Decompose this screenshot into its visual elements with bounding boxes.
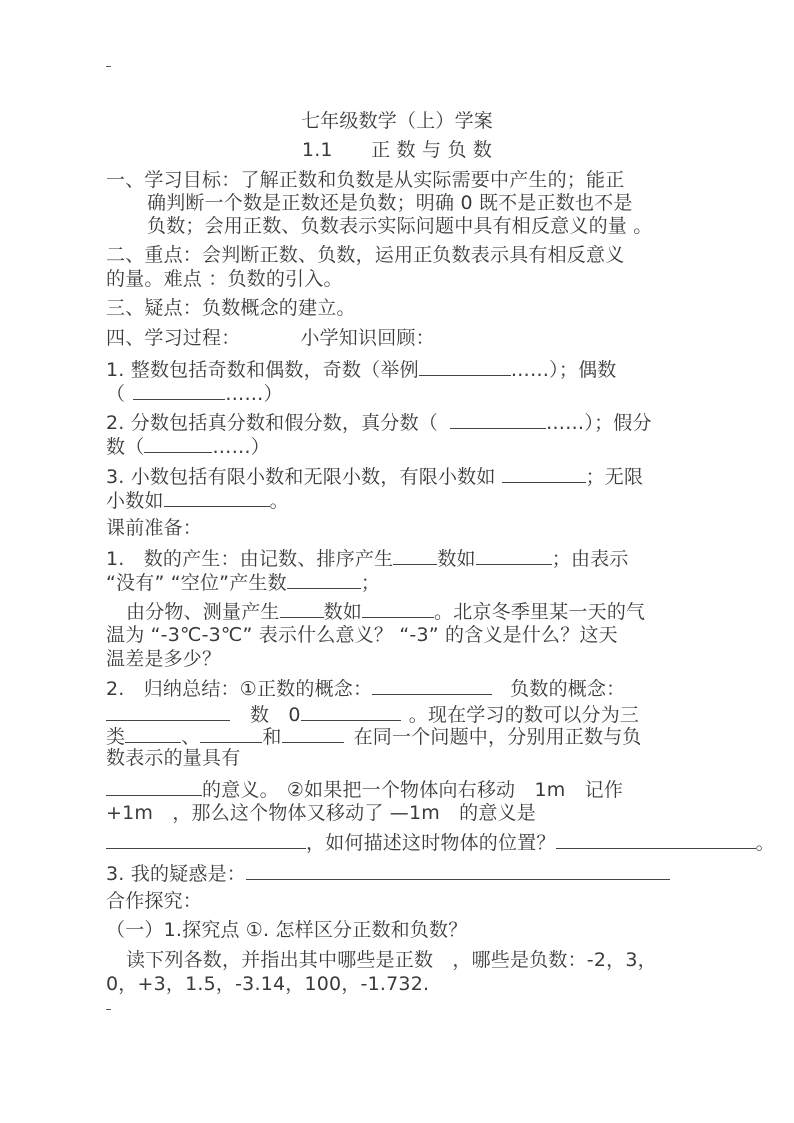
blank-field[interactable] — [287, 570, 361, 589]
blank-field[interactable] — [419, 357, 511, 376]
prep-1-line-2: “没有” “空位”产生数 ； — [106, 572, 381, 594]
key-line-1: 二、重点：会判断正数、负数，运用正负数表示具有相反意义 — [106, 244, 625, 266]
prep-2-line-6: +1m ，那么这个物体又移动了 —1m 的意义是 — [106, 802, 536, 824]
blank-field[interactable] — [144, 434, 212, 453]
blank-field[interactable] — [282, 724, 344, 743]
blank-field[interactable] — [106, 702, 230, 721]
read-line-2: 0，+3，1.5，-3.14，100，-1.732. — [106, 973, 430, 995]
blank-field[interactable] — [476, 546, 552, 565]
prep-2-line-5: 的意义。 ②如果把一个物体向右移动 1m 记作 — [106, 777, 623, 802]
prep-2-line-1: 2. 归纳总结：①正数的概念： 负数的概念： — [106, 678, 626, 700]
blank-field[interactable] — [301, 702, 401, 721]
question-3-line-2: 小数如 。 — [106, 490, 289, 512]
prep-1-line-1: 1. 数的产生：由记数、排序产生 数如 ；由表示 — [106, 548, 629, 570]
read-line-1: 读下列各数，并指出其中哪些是正数 ，哪些是负数：-2，3， — [126, 949, 657, 971]
prep-1-line-5: 温差是多少？ — [106, 648, 222, 670]
blank-field[interactable] — [502, 464, 586, 483]
circled-number-1: ① — [239, 678, 257, 700]
blank-field[interactable] — [200, 724, 262, 743]
lesson-subtitle: 1.1 正 数 与 负 数 — [301, 139, 493, 161]
blank-field[interactable] — [556, 830, 756, 849]
prep-1-line-4: 温为 “-3℃-3℃” 表示什么意义？ “-3” 的含义是什么？这天 — [106, 624, 618, 646]
process-line — [106, 326, 435, 350]
question-2-line-1: 2. 分数包括真分数和假分数，真分数（ ……）；假分 — [106, 412, 652, 434]
page-corner-mark-bottom — [106, 1009, 111, 1010]
goal-line-2: 确判断一个数是正数还是负数；明确 0 既不是正数也不是 — [147, 192, 633, 214]
goal-line-3: 负数；会用正数、负数表示实际问题中具有相反意义的量 。 — [147, 215, 653, 237]
question-1-line-1: 1. 整数包括奇数和偶数，奇数（举例 ……）；偶数 — [106, 359, 617, 381]
blank-field[interactable] — [106, 777, 202, 796]
blank-field[interactable] — [393, 546, 437, 565]
prep-3-line: 3. 我的疑惑是： — [106, 861, 670, 886]
prep-label: 课前准备： — [106, 517, 203, 539]
blank-field[interactable] — [106, 830, 306, 849]
process-label: 四、学习过程： — [106, 327, 241, 349]
blank-field[interactable] — [450, 410, 546, 429]
blank-field[interactable] — [280, 599, 324, 618]
blank-field[interactable] — [125, 724, 181, 743]
blank-field[interactable] — [133, 381, 225, 400]
prep-2-line-2: 数 0 。现在学习的数可以分为三 — [106, 702, 639, 727]
page-corner-mark-top — [106, 66, 111, 67]
question-3-line-1: 3. 小数包括有限小数和无限小数，有限小数如 ；无限 — [106, 466, 644, 488]
question-1-line-2: （ ……） — [106, 383, 283, 405]
blank-field[interactable] — [164, 488, 270, 507]
cooperation-label: 合作探究： — [106, 890, 203, 912]
blank-field[interactable] — [362, 599, 434, 618]
prep-2-line-4: 数表示的量具有 — [106, 747, 241, 769]
prep-1-line-3: 由分物、测量产生 数如 。北京冬季里某一天的气 — [126, 601, 646, 623]
worksheet-title: 七年级数学（上）学案 — [300, 110, 493, 132]
blank-field[interactable] — [246, 861, 670, 880]
blank-field[interactable] — [372, 676, 492, 695]
question-2-line-2: 数（ ……） — [106, 436, 271, 458]
circled-number-2: ② — [286, 779, 305, 801]
explore-line: （一）1.探究点 ①. 怎样区分正数和负数？ — [106, 919, 468, 941]
review-label: 小学知识回顾： — [300, 327, 435, 349]
prep-2-line-3: 类 、 和 在同一个问题中，分别用正数与负 — [106, 726, 642, 748]
circled-number-3: ① — [245, 919, 263, 941]
prep-2-line-7: ，如何描述这时物体的位置？ 。 — [106, 830, 775, 855]
doubt-line: 三、疑点：负数概念的建立。 — [106, 297, 356, 319]
key-line-2: 的量。难点 ：负数的引入。 — [106, 268, 343, 290]
goal-line-1: 一、学习目标：了解正数和负数是从实际需要中产生的；能正 — [106, 169, 625, 191]
